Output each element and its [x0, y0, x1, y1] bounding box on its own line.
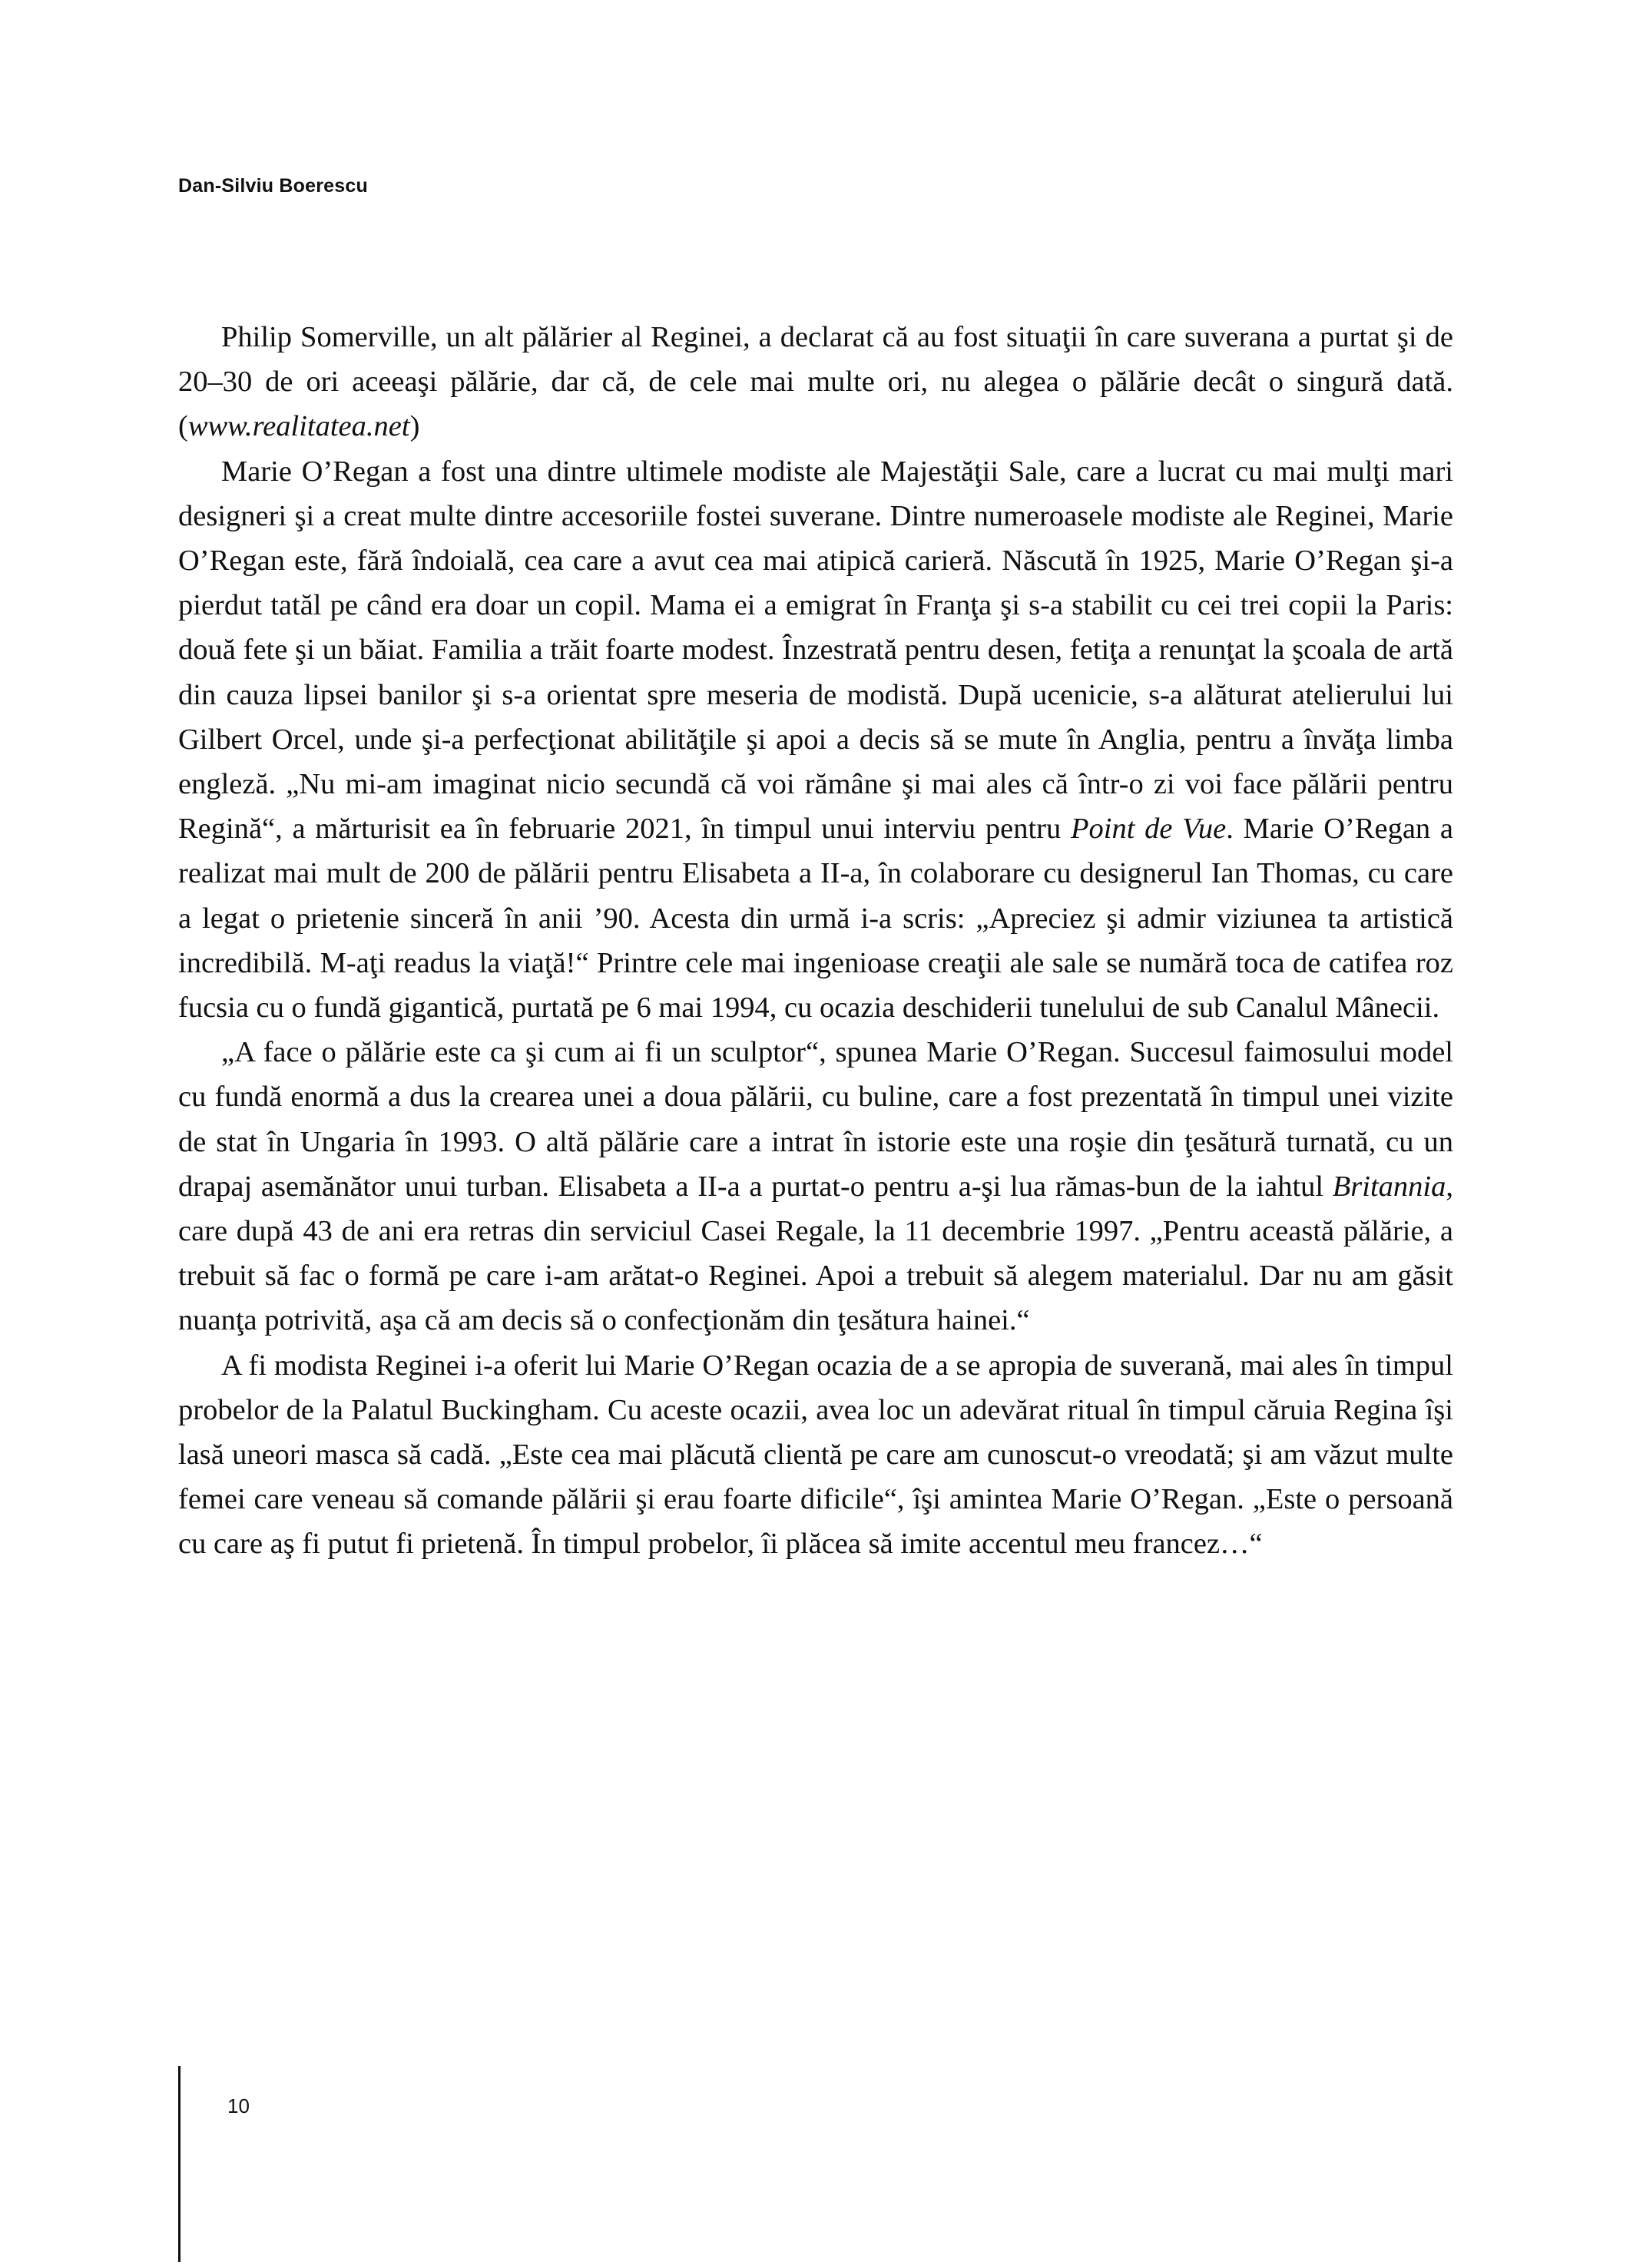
paragraph-1: Philip Somerville, un alt pălărier al Reginei, a declarat că au fost situaţii în care suverana a purtat şi de 20–30 de ori aceeaşi pălărie, dar că, de cele mai multe ori, nu alegea o pălărie decât o singură dată. (www.realitatea.net) — [178, 321, 1453, 443]
paragraph-3: „A face o pălărie este ca şi cum ai fi un sculptor“, spunea Marie O’Regan. Succesul faimosului model cu fundă enormă a dus la crearea unei a doua pălării, cu buline, care a fost prezentată în timpul unei vizite de stat în Ungaria în 1993. O altă pălărie care a intrat în istorie este una roşie din ţesătură turnată, cu un drapaj asemănător unui turban. Elisabeta a II-a a purtat-o pentru a-şi lua rămas-bun de la iahtul Britannia, care după 43 de ani era retras din serviciul Casei Regale, la 11 decembrie 1997. „Pentru această pălărie, a trebuit să fac o formă pe care i-am arătat-o Reginei. Apoi a trebuit să alegem materialul. Dar nu am găsit nuanţa potrivită, aşa că am decis să o confecţionăm din ţesătura hainei.“ — [178, 1036, 1453, 1337]
body-text — [178, 315, 1453, 1567]
folio-rule — [178, 2066, 181, 2262]
paragraph-4: A fi modista Reginei i-a oferit lui Marie O’Regan ocazia de a se apropia de suverană, mai ales în timpul probelor de la Palatul Buckingham. Cu aceste ocazii, avea loc un adevărat ritual în timpul căruia Regina îşi lasă uneori masca să cadă. „Este cea mai plăcută clientă pe care am cunoscut-o vreodată; şi am văzut multe femei care veneau să comande pălării şi erau foarte dificile“, îşi amintea Marie O’Regan. „Este o persoană cu care aş fi putut fi prietenă. În timpul probelor, îi plăcea să imite accentul meu francez…“ — [178, 1349, 1453, 1561]
page-number: 10 — [227, 2094, 250, 2117]
running-head-author: Dan-Silviu Boerescu — [178, 175, 368, 197]
paragraph-2: Marie O’Regan a fost una dintre ultimele modiste ale Majestăţii Sale, care a lucrat cu mai mulţi mari designeri şi a creat multe dintre accesoriile fostei suverane. Dintre numeroasele modiste ale Reginei, Marie O’Regan este, fără îndoială, cea care a avut cea mai atipică carieră. Născută în 1925, Marie O’Regan şi-a pierdut tatăl pe când era doar un copil. Mama ei a emigrat în Franţa şi s-a stabilit cu cei trei copii la Paris: două fete şi un băiat. Familia a trăit foarte modest. Înzestrată pentru desen, fetiţa a renunţat la şcoala de artă din cauza lipsei banilor şi s-a orientat spre meseria de modistă. După ucenicie, s-a alăturat atelierului lui Gilbert Orcel, unde şi-a perfecţionat abilităţile şi apoi a decis să se mute în Anglia, pentru a învăţa limba engleză. „Nu mi-am imaginat nicio secundă că voi rămâne şi mai ales că într-o zi voi face pălării pentru Regină“, a mărturisit ea în februarie 2021, în timpul unui interviu pentru Point de Vue. Marie O’Regan a realizat mai mult de 200 de pălării pentru Elisabeta a II-a, în colaborare cu designerul Ian Thomas, cu care a legat o prietenie sinceră în anii ’90. Acesta din urmă i-a scris: „Apreciez şi admir viziunea ta artistică incredibilă. M-aţi readus la viaţă!“ Printre cele mai ingenioase creaţii ale sale se numără toca de catifea roz fucsia cu o fundă gigantică, purtată pe 6 mai 1994, cu ocazia deschiderii tunelului de sub Canalul Mânecii. — [178, 455, 1453, 1025]
